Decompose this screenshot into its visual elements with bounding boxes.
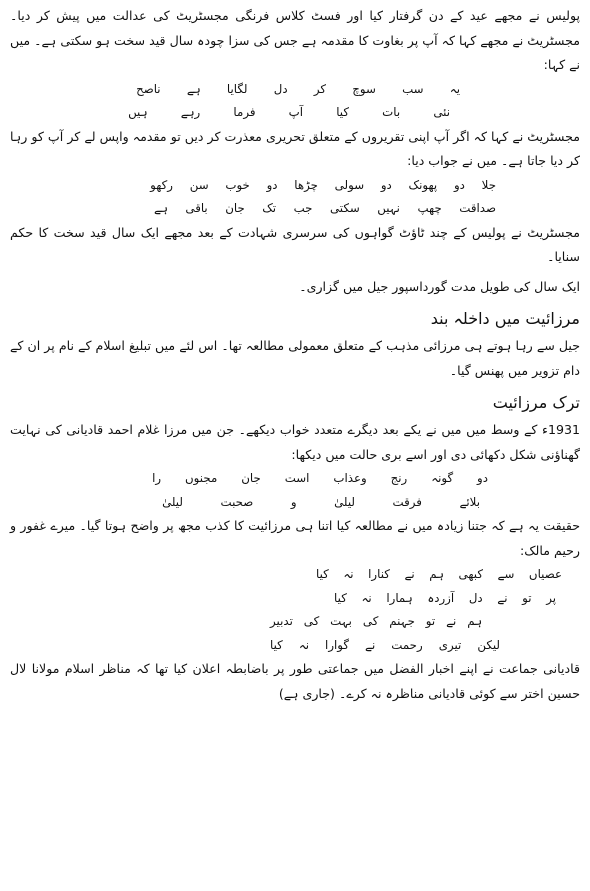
verse-word: نے [446,614,457,628]
verse-word: کی [362,614,379,628]
verse-word: پھونک [408,177,438,192]
paragraph-arrest: پولیس نے مجھے عید کے دن گرفتار کیا اور فسٹ کلاس فرنگی مجسٹریٹ کی عدالت میں پیش کر دیا۔ مجسٹریٹ نے مجھے کہا کہ آپ پر بغاوت کا مقدمہ ہے جس کی سزا چودہ سال قید سخت ہو سکتی ہے۔ میں نے کہا: [10,8,580,72]
verse-word: نہ [343,567,354,581]
verse-word: آزردہ [427,590,455,605]
verse-word: سوچ [352,81,376,96]
verse-word: گونہ [431,471,454,485]
verse-word: سب [402,81,424,96]
section-heading-entry: مرزائیت میں داخلہ بند [430,309,580,328]
verse-word: وعذاب [333,471,367,485]
verse-word: باقی [185,201,208,215]
verse-word: بات [382,105,401,119]
verse-word: کیا [334,590,347,605]
verse-word: رحمت [391,637,423,652]
verse-line [10,101,580,125]
verse-word: ہیں [128,105,148,119]
paragraph-dreams: 1931ء کے وسط میں میں نے یکے بعد دیگرے متعدد خواب دیکھے۔ جن میں مرزا غلام احمد قادیانی کی نہایت گھناؤنی شکل دکھائی دی اور اسے بری حالت میں دیکھا: [10,422,580,462]
paragraph-announcement: قادیانی جماعت نے اپنے اخبار الفضل میں جماعتی طور پر باضابطہ اعلان کیا تھا کہ مناظر اسلام مولانا لال حسین اختر سے کوئی قادیانی مناظرہ نہ کرے۔ (جاری ہے) [10,661,580,701]
verse-word: نہیں [377,201,400,215]
verse-word: یہ [449,81,460,96]
verse-word: ہے [186,81,201,96]
verse-word: دو [380,177,392,192]
verse-word: نے [365,637,376,652]
paragraph-sentence: مجسٹریٹ نے پولیس کے چند ٹاؤٹ گواہوں کی سرسری شہادت کے بعد مجھے ایک سال قید سخت کا حکم سنایا۔ [10,224,580,264]
verse-word: نئی [433,105,450,119]
verse-word: ناصح [136,81,161,96]
verse-word: سولی [334,177,365,192]
verse-word: گوارا [325,637,350,652]
verse-line [10,563,580,587]
verse-word: دو [477,471,488,485]
verse-word: نہ [298,637,310,652]
verse-word: کر [313,81,326,96]
verse-word: جان [241,471,261,485]
verse-line [10,491,580,515]
section-heading-leaving: ترک مرزائیت [492,393,580,412]
verse-word: پر [546,590,556,605]
verse-word: رہے [180,105,201,119]
verse-word: مجنوں [185,471,218,485]
verse-word: بہت [330,614,352,628]
verse-word: خوب [225,177,250,192]
paragraph-joining: جیل سے رہا ہوتے ہی مرزائی مذہب کے متعلق معمولی مطالعہ تھا۔ اس لئے میں تبلیغ اسلام کے نام پر ان کے دام تزویر میں پھنس گیا۔ [10,338,580,378]
verse-word: جان [225,201,245,215]
verse-word: و [290,494,297,509]
verse-word: فرما [233,105,256,119]
verse-line [10,78,580,102]
verse-word: نے [497,590,508,605]
verse-line [10,174,580,198]
paragraph-reality: حقیقت یہ ہے کہ جتنا زیادہ میں نے مطالعہ کیا اتنا ہی مرزائیت کا کذب مجھ پر واضح ہوتا گیا۔ میرے غفور و رحیم مالک: [10,518,580,558]
verse-word: دو [266,177,278,192]
verse-word: دو [453,177,465,192]
verse-word: ہم [467,614,482,628]
verse-word: رنج [390,471,408,485]
verse-word: کیا [270,637,283,652]
verse-word: جب [293,201,313,215]
verse-word: ہمارا [386,590,413,605]
verse-word: رکھو [150,177,173,192]
verse-word: دل [468,590,483,605]
verse-word: تیری [438,637,462,652]
verse-word: عصیاں [528,567,562,581]
verse-word: کنارا [368,567,390,581]
verse-word: تو [425,614,436,628]
verse-word: لگایا [226,81,248,96]
verse-line [10,610,580,634]
verse-word: تو [522,590,532,605]
verse-word: چڑھا [294,177,318,192]
verse-word: تک [262,201,277,215]
verse-word: نہ [361,590,372,605]
verse-word: سے [497,567,515,581]
verse-word: تدبیر [270,614,293,628]
verse-word: فرقت [392,494,422,509]
verse-word: کی [303,614,320,628]
verse-word: جلا [481,177,496,192]
verse-word: کیا [336,105,349,119]
verse-word: جہنم [389,614,415,628]
paragraph-apology-offer: مجسٹریٹ نے کہا کہ اگر آپ اپنی تقریروں کے متعلق تحریری معذرت کر دیں تو مقدمہ واپس لے کر آپ کو رہا کر دیا جاتا ہے۔ میں نے جواب دیا: [10,128,580,168]
verse-word: چھپ [417,201,442,215]
verse-word: است [284,471,310,485]
verse-word: لیلیٰ [162,494,183,509]
verse-line [10,587,580,611]
verse-word: نے [404,567,415,581]
verse-word: لیکن [477,637,500,652]
verse-word: ہم [429,567,444,581]
verse-word: سن [189,177,209,192]
verse-word: صحبت [220,494,254,509]
verse-word: کیا [316,567,329,581]
verse-word: دل [273,81,288,96]
verse-word: لیلیٰ [334,494,355,509]
verse-word: بلائے [459,494,480,509]
verse-word: آپ [288,105,304,119]
verse-word: سکتی [329,201,360,215]
verse-word: صداقت [459,201,496,215]
verse-line [10,197,580,221]
verse-word: را [152,471,162,485]
verse-line [10,467,580,491]
verse-word: ہے [154,201,168,215]
verse-word: کبھی [458,567,483,581]
paragraph-jail-term: ایک سال کی طویل مدت گورداسپور جیل میں گزاری۔ [299,278,580,294]
verse-line [10,634,580,658]
